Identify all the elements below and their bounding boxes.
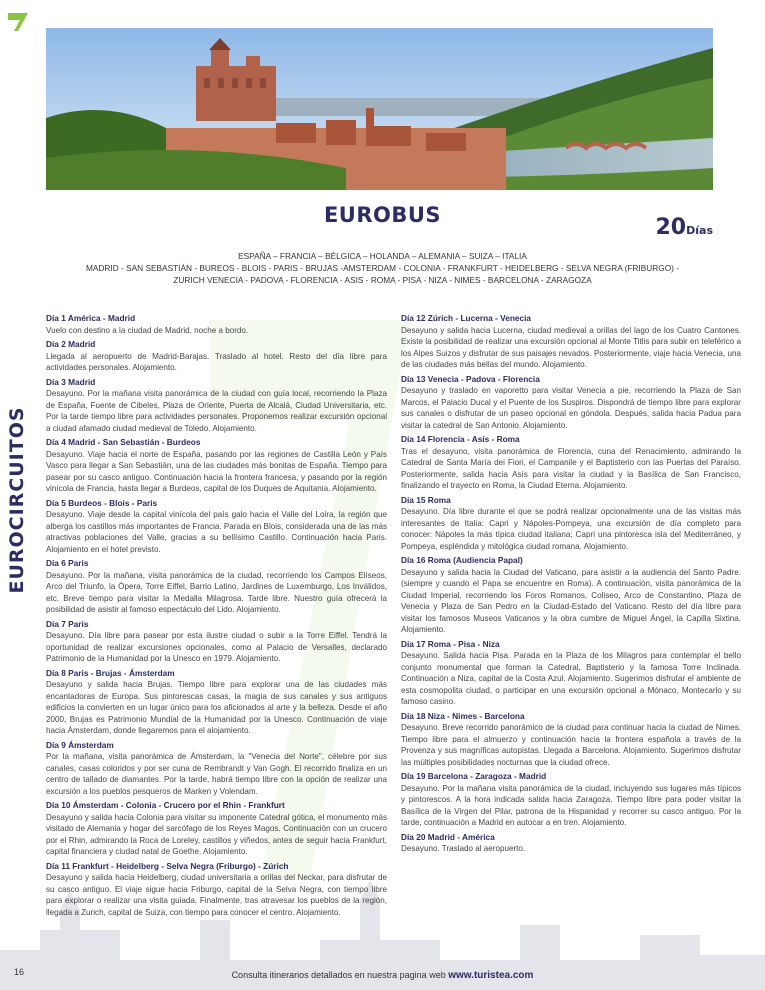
day-item [401,495,741,553]
day-item [401,555,741,636]
day-title: Día 17 Roma - Pisa - Niza [401,638,500,649]
duration-number: 20 [655,215,687,240]
day-title: Día 2 Madrid [46,339,96,349]
day-title: Día 19 Barcelona - Zaragoza - Madrid [401,771,547,781]
duration-label: Días [686,224,713,237]
day-text: Tras el desayuno, visita panorámica de Florencia, cuna del Renacimiento, admirando la Catedral de Santa María dei Fiori, el Campanile y el Baptisterio con las Puertas del Paraíso. Posteriormente, salida hacia Asís para visitar la ciudad y la Basílica de San Francisco, finalizando el trayecto en Roma, la Ciudad Eterna. Alojamiento. [401,446,741,490]
day-item [401,832,741,855]
day-text: Desayuno. Por la mañana visita panorámica de la ciudad con guía local, recorriendo la Plaza de España, Fuente de Cibeles, Plaza de Oriente, Puerta de Alcalá, Ciudad Universitaria, etc. Por la tarde tiempo libre para actividades personales. Proponemos realizar excursión opcional a ciudad afamado ciudad medieval de Toledo. Alojamiento. [46,389,387,433]
duration [656,215,714,240]
day-text: Desayuno y salida hacia Lucerna, ciudad medieval a orillas del lago de los Cuatro Cantones. Existe la posibilidad de realizar una excursión opcional al Monte Titlis para subir en teleférico a los Alpes Suizos y disfrutar de sus paisajes nevados. Posteriormente, viaje hacia Venecia, una de las ciudades más bellas del mundo. Alojamiento. [401,325,741,369]
day-text: Desayuno. Viaje desde la capital vinícola del país galo hacia el Valle del Loira, la región que alberga los castillos más importantes de Francia. Parada en Blois, considerada una de las más atractivas poblaciones del Valle, gracias a su bellísimo Castillo. Continuación hacia Paris. Alojamiento en el hotel previsto. [46,510,387,554]
day-item [46,377,387,435]
day-text: Desayuno y salida hacia Brujas. Tiempo libre para explorar una de las ciudades más encantadoras de Europa. Sus pintorescas casas, la magia de sus canales y sus antiguos edificios la convierten en un lugar único para los aficionados al arte y la belleza. Desde el año 2000, Brujas es Patrimonio Mundial de la Humanidad por la Unesco. Continuación de viaje hacia Ámsterdam, donde llegaremos para el alojamiento. [46,680,387,735]
website-link[interactable]: www.turistea.com [448,970,534,981]
day-text: Desayuno. Viaje hacia el norte de España, pasando por las regiones de Castilla León y País Vasco para llegar a San Sebastián, una de las ciudades más bonitas de España. Tiempo para pasear por su casco antiguo. Continuación hacia la frontera francesa, y pasando por la región vinícola de Francia, hasta llegar a Burdeos, capital de los Duques de Aquitania. Alojamiento. [46,449,387,493]
day-title: Día 16 Roma (Audiencia Papal) [401,555,523,565]
side-label-text: EUROCIRCUITOS [6,406,28,594]
day-item [46,498,387,556]
itinerary-right-column [401,313,741,858]
day-title: Día 6 Paris [46,558,89,568]
day-item [46,861,387,919]
footer [0,970,765,981]
day-text: Desayuno y salida hacia Colonia para visitar su imponente Catedral gótica, el monumento más visitado de Alemania y hogar del sarcófago de los Reyes Magos. Continuación con un crucero por el Rhin, admirando la Roca de Loreley, castillos y viñedos, antes de seguir hacia Frankfurt, capital financiera y ciudad natal de Goethe. Alojamiento. [46,812,387,856]
day-text: Por la mañana, visita panorámica de Ámsterdam, la "Venecia del Norte", célebre por sus canales, casas coloridos y por ser cuna de Rembrandt y Van Gogh. El recorrido finaliza en un centro de tallado de diamantes. Por la tarde, habrá tiempo libre con la opción de realizar una excursión a los pueblos pesqueros de Marken y Volendam. [46,752,387,796]
day-title: Día 3 Madrid [46,376,96,387]
day-text: Desayuno. Día libre durante el que se podrá realizar opcionalmente una de las visitas más interesantes de Italia: Capri y Nápoles-Pompeya, una excursión de día completo para conocer: Nápoles la más típica ciudad italiana; Capri una pintoresca isla del Mediterráneo, y Pompeya, espléndida y mitológica ciudad romana. Alojamiento. [401,507,741,551]
day-text: Desayuno y salida hacia Heidelberg, ciudad universitaria a orillas del Neckar, para disfrutar de su casco antiguo. El viaje sigue hacia Friburgo, capital de la Selva Negra, con tiempo libre para explorar o realizar una visita guiada. Finalmente, tras atravesar los pueblos de la región, llegada a Zurich, capital de Suiza, con tiempo para conocer el centro. Alojamiento. [46,873,387,917]
hero-image [46,28,713,190]
day-title: Día 4 Madrid - San Sebastián - Burdeos [46,437,201,447]
day-title: Día 5 Burdeos - Blois - Paris [46,497,158,508]
day-item [46,313,387,336]
footer-text: Consulta itinerarios detallados en nuestra pagina web [231,970,449,980]
day-item [46,800,387,858]
day-title: Día 15 Roma [401,494,451,505]
section-side-label [5,395,29,605]
day-title: Día 10 Ámsterdam - Colonia - Crucero por el Rhin - Frankfurt [46,800,285,810]
day-item [46,558,387,616]
day-text: Desayuno. Breve recorrido panorámico de la ciudad para continuar hacia la ciudad de Nimes. Tiempo libre para el almuerzo y continuación hacia la frontera española a través de la Provenza y sus magníficas autopistas. Llegada a Barcelona. Alojamiento. Sugerimos disfrutar las múltiples posibilidades nocturnas que la ciudad ofrece. [401,723,741,767]
day-title: Día 7 Paris [46,618,89,629]
day-title: Día 14 Florencia - Asís - Roma [401,434,520,444]
day-title: Día 1 América - Madrid [46,313,136,323]
day-title: Día 11 Frankfurt - Heidelberg - Selva Negra (Friburgo) - Zúrich [46,860,289,871]
day-title: Día 18 Niza - Nimes - Barcelona [401,710,525,721]
day-item [46,740,387,798]
day-title: Día 8 Paris - Brujas - Ámsterdam [46,667,175,678]
day-text: Vuelo con destino a la ciudad de Madrid, noche a bordo. [46,325,249,335]
turistea-logo [6,10,30,34]
cities-list: MADRID - SAN SEBASTIÁN - BUREOS - BLOIS - PARIS - BRUJAS -AMSTERDAM - COLONIA - FRANKFURT - HEIDELBERG - SELVA NEGRA (FRIBURGO) - ZURICH VENECIA - PADOVA - FLORENCIA - ASIS - ROMA - PISA - NIZA - NIMES - BARCELONA - ZARAGOZA [85,263,679,285]
day-text: Llegada al aeropuerto de Madrid-Barajas. Traslado al hotel. Resto del día libre para actividades personales. Alojamiento. [46,351,387,372]
day-text: Desayuno. Salida hacia Pisa. Parada en la Plaza de los Milagros para contemplar el bello conjunto monumental que forman la Catedral, Baptisterio y la famosa Torre Inclinada. Continuación a Niza, capital de la Costa Azul. Alojamiento. Sugerimos disfrutar el ambiente de esta cosmopolita ciudad, o participar en una excursión opcional a Mónaco, Montecarlo y su famoso casino. [401,651,741,706]
day-title: Día 12 Zúrich - Lucerna - Venecia [401,313,532,323]
day-text: Desayuno. Día libre para pasear por esta ilustre ciudad o subir a la Torre Eiffel. Tendrá la oportunidad de realizar excursiones opcionales, como al Palacio de Versalles, declarado Patrimonio de la Humanidad por la Unesco en 1979. Alojamiento. [46,631,387,663]
day-text: Desayuno. Por la mañana, visita panorámica de la ciudad, recorriendo los Campos Elíseos, Arco del Triunfo, la Ópera, Torre Eiffel, Barrio Latino, Jardines de Luxemburgo, Los Inválidos, etc. Breve tiempo para visitar la Medalla Milagrosa. Tarde libre. Nuestro guía ofrecerá la posibilidad de asistir al famoso espectáculo del Lido. Alojamiento. [46,570,387,614]
day-text: Desayuno. Traslado al aeropuerto. [401,844,526,853]
day-item [46,437,387,495]
tour-title: EUROBUS [323,203,442,227]
day-item [401,313,741,371]
day-title: Día 13 Venecia - Padova - Florencia [401,373,540,384]
day-text: Desayuno y traslado en vaporetto para visitar Venecia a pie, recorriendo la Plaza de San Marcos, el Palacio Ducal y el Puente de los Suspiros. Dispondrá de tiempo libre para explorar sus canales o disfrutar de un paseo opcional en góndola. Después, salida hacia Padua para visitar la catedral de San Antonio. Alojamiento. [401,386,741,430]
day-item [401,711,741,769]
day-item [46,668,387,737]
countries-list: ESPAÑA – FRANCIA – BÉLGICA – HOLANDA – ALEMANIA – SUIZA – ITALIA [238,251,527,261]
day-item [401,374,741,432]
day-title: Día 9 Ámsterdam [46,739,114,750]
day-item [46,339,387,374]
day-item [46,619,387,665]
day-text: Desayuno. Por la mañana visita panorámica de la ciudad, incluyendo sus lugares más típicos y pintorescos. A la hora indicada salida hacia Zaragoza. Tiempo libre para poder visitar la Basílica de la Virgen del Pilar, patrona de la Hispanidad y recorrer su casco antiguo. Por la tarde, continuación a Madrid en autocar a en tren. Alojamiento. [401,783,741,827]
day-item [401,434,741,492]
itinerary-left-column [46,313,387,921]
day-title: Día 20 Madrid - América [401,831,495,842]
page-number: 16 [14,967,25,977]
day-text: Desayuno y salida hacia la Ciudad del Vaticano, para asistir a la audiencia del Santo Padre. (siempre y cuando el Papa se encuentre en Roma). A continuación, visita panorámica de la Ciudad Imperial, recorriendo los Foros Romanos, Coliseo, Arco de Constantino, Plaza de Venecia y Plaza de San Pedro en la Ciudad-Estado del Vaticano. Resto del día libre para visitar los famosos Museos Vaticanos y la obra cumbre de Miguel Ángel, la Capilla Sixtina. Alojamiento. [401,567,741,634]
day-item [401,771,741,829]
day-item [401,639,741,708]
